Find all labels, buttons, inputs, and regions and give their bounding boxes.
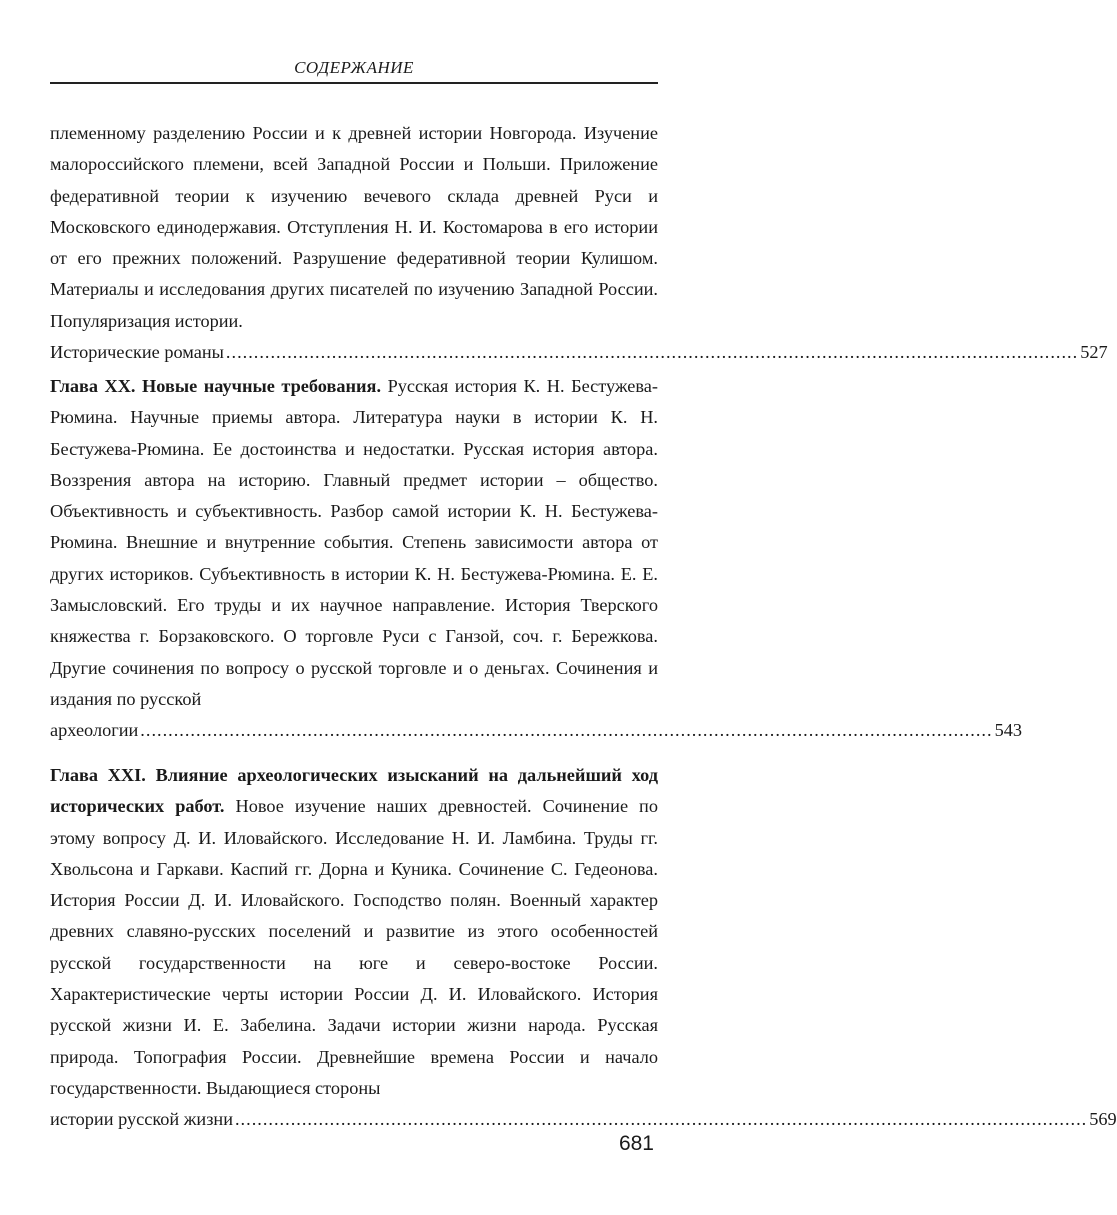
chapter-description: Новое изучение наших древностей. Сочинение по этому вопросу Д. И. Иловайского. Исследование Н. И. Ламбина. Труды гг. Хвольсона и Гаркави. Каспий гг. Дорна и Куника. Сочинение С. Гедеонова. История России Д. И. Иловайского. Господство полян. Военный характер древних славяно-русских поселений и развитие из этого особенностей русской государственности на юге и северо-востоке России. Характеристические черты истории России Д. И. Иловайского. История русской жизни И. Е. Забелина. Задачи истории жизни народа. Русская природа. Топография России. Древнейшие времена России и начало государственности. Выдающиеся стороны [50, 796, 658, 1098]
entry-last-words: археологии [50, 720, 139, 741]
toc-entry-chapter-21 [50, 760, 1117, 1136]
entry-last-words: Исторические романы [50, 342, 224, 363]
toc-entry-chapter-20 [50, 371, 1022, 747]
chapter-title: Глава XX. Новые научные требования. [50, 376, 382, 396]
entry-page-number: 569 [1089, 1109, 1117, 1130]
entry-page-number: 527 [1080, 342, 1108, 363]
dot-leader: ......................................................................................................................................................... [225, 342, 1079, 363]
running-title: СОДЕРЖАНИЕ [294, 58, 414, 77]
toc-entry-continued [50, 118, 1108, 368]
page-number: 681 [618, 1132, 654, 1155]
chapter-description: Русская история К. Н. Бестужева-Рюмина. Научные приемы автора. Литература науки в истории К. Н. Бестужева-Рюмина. Ее достоинства и недостатки. Русская история автора. Воззрения автора на историю. Главный предмет истории – общество. Объективность и субъективность. Разбор самой истории К. Н. Бестужева-Рюмина. Внешние и внутренние события. Степень зависимости автора от других историков. Субъективность в истории К. Н. Бестужева-Рюмина. Е. Е. Замысловский. Его труды и их научное направление. История Тверского княжества г. Борзаковского. О торговле Руси с Ганзой, соч. г. Бережкова. Другие сочинения по вопросу о русской торговле и о деньгах. Сочинения и издания по русской [50, 376, 658, 709]
entry-text: племенному разделению России и к древней истории Новгорода. Изучение малороссийского племени, всей Западной России и Польши. Приложение федеративной теории к изучению вечевого склада древней Руси и Московского единодержавия. Отступления Н. И. Костомарова в его истории от его прежних положений. Разрушение федеративной теории Кулишом. Материалы и исследования других писателей по изучению Западной России. Популяризация истории. [50, 123, 658, 331]
entry-last-words: истории русской жизни [50, 1109, 233, 1130]
entry-leader-line [50, 715, 1022, 746]
entry-leader-line [50, 1104, 1117, 1135]
dot-leader: ......................................................................................................................................................... [140, 720, 993, 741]
header-rule [50, 82, 658, 84]
chapter-title: Глава XXI. Влияние археологических изысканий на дальнейший ход исторических работ. [50, 765, 658, 817]
entry-page-number: 543 [994, 720, 1022, 741]
dot-leader: ......................................................................................................................................................... [234, 1109, 1088, 1130]
entry-leader-line [50, 337, 1108, 368]
